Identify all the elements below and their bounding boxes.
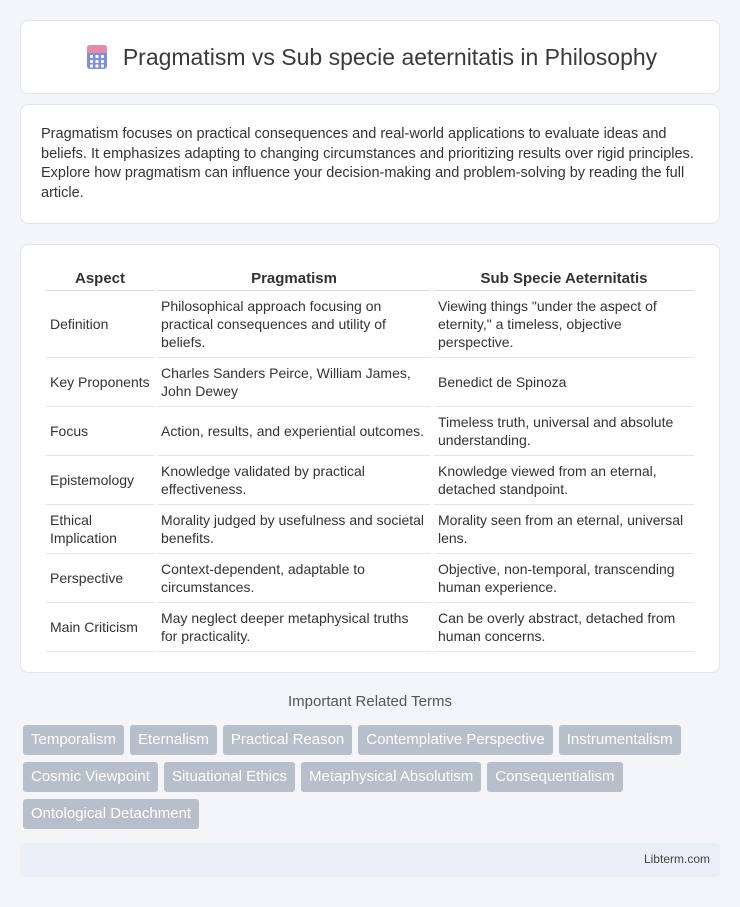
row-sub-specie: Viewing things "under the aspect of eternity," a timeless, objective perspective. bbox=[434, 291, 694, 358]
row-aspect: Ethical Implication bbox=[46, 505, 154, 554]
row-sub-specie: Benedict de Spinoza bbox=[434, 358, 694, 407]
related-term-tag[interactable]: Ontological Detachment bbox=[23, 799, 199, 829]
row-aspect: Perspective bbox=[46, 554, 154, 603]
row-pragmatism: Morality judged by usefulness and societal benefits. bbox=[157, 505, 431, 554]
related-term-tag[interactable]: Contemplative Perspective bbox=[358, 725, 552, 755]
page-title: Pragmatism vs Sub specie aeternitatis in Philosophy bbox=[122, 43, 658, 70]
table-row bbox=[46, 603, 694, 652]
table-row bbox=[46, 407, 694, 456]
row-aspect: Main Criticism bbox=[46, 603, 154, 652]
row-sub-specie: Objective, non-temporal, transcending human experience. bbox=[434, 554, 694, 603]
row-sub-specie: Morality seen from an eternal, universal lens. bbox=[434, 505, 694, 554]
intro-text: Pragmatism focuses on practical consequences and real-world applications to evaluate ideas and beliefs. It emphasizes adapting to changing circumstances and prioritizing results over rigid principles. Explore how pragmatism can influence your decision-making and problem-solving by reading the full article. bbox=[41, 126, 694, 201]
intro-card bbox=[20, 104, 720, 224]
table-header-row bbox=[46, 265, 694, 291]
related-term-tag[interactable]: Consequentialism bbox=[487, 762, 622, 792]
related-term-tag[interactable]: Temporalism bbox=[23, 725, 124, 755]
row-pragmatism: May neglect deeper metaphysical truths for practicality. bbox=[157, 603, 431, 652]
related-term-tag[interactable]: Instrumentalism bbox=[559, 725, 681, 755]
table-row bbox=[46, 291, 694, 358]
table-row bbox=[46, 554, 694, 603]
related-terms-list bbox=[23, 725, 723, 829]
comparison-card bbox=[20, 244, 720, 673]
table-row bbox=[46, 358, 694, 407]
row-aspect: Focus bbox=[46, 407, 154, 456]
title-card bbox=[20, 20, 720, 94]
related-term-tag[interactable]: Practical Reason bbox=[223, 725, 352, 755]
header-sub-specie: Sub Specie Aeternitatis bbox=[434, 265, 694, 291]
related-terms-title: Important Related Terms bbox=[288, 693, 452, 710]
row-sub-specie: Timeless truth, universal and absolute understanding. bbox=[434, 407, 694, 456]
row-aspect: Definition bbox=[46, 291, 154, 358]
row-aspect: Key Proponents bbox=[46, 358, 154, 407]
row-pragmatism: Context-dependent, adaptable to circumstances. bbox=[157, 554, 431, 603]
row-aspect: Epistemology bbox=[46, 456, 154, 505]
footer bbox=[20, 843, 720, 877]
related-term-tag[interactable]: Cosmic Viewpoint bbox=[23, 762, 158, 792]
row-pragmatism: Knowledge validated by practical effectiveness. bbox=[157, 456, 431, 505]
table-row bbox=[46, 456, 694, 505]
table-row bbox=[46, 505, 694, 554]
related-term-tag[interactable]: Situational Ethics bbox=[164, 762, 295, 792]
calculator-icon bbox=[83, 43, 111, 71]
header-aspect: Aspect bbox=[46, 265, 154, 291]
row-pragmatism: Philosophical approach focusing on practical consequences and utility of beliefs. bbox=[157, 291, 431, 358]
row-sub-specie: Can be overly abstract, detached from human concerns. bbox=[434, 603, 694, 652]
row-pragmatism: Charles Sanders Peirce, William James, John Dewey bbox=[157, 358, 431, 407]
comparison-table bbox=[43, 265, 697, 652]
header-pragmatism: Pragmatism bbox=[157, 265, 431, 291]
footer-site-link[interactable]: Libterm.com bbox=[643, 852, 710, 866]
row-pragmatism: Action, results, and experiential outcomes. bbox=[157, 407, 431, 456]
related-term-tag[interactable]: Metaphysical Absolutism bbox=[301, 762, 481, 792]
row-sub-specie: Knowledge viewed from an eternal, detached standpoint. bbox=[434, 456, 694, 505]
related-term-tag[interactable]: Eternalism bbox=[130, 725, 217, 755]
